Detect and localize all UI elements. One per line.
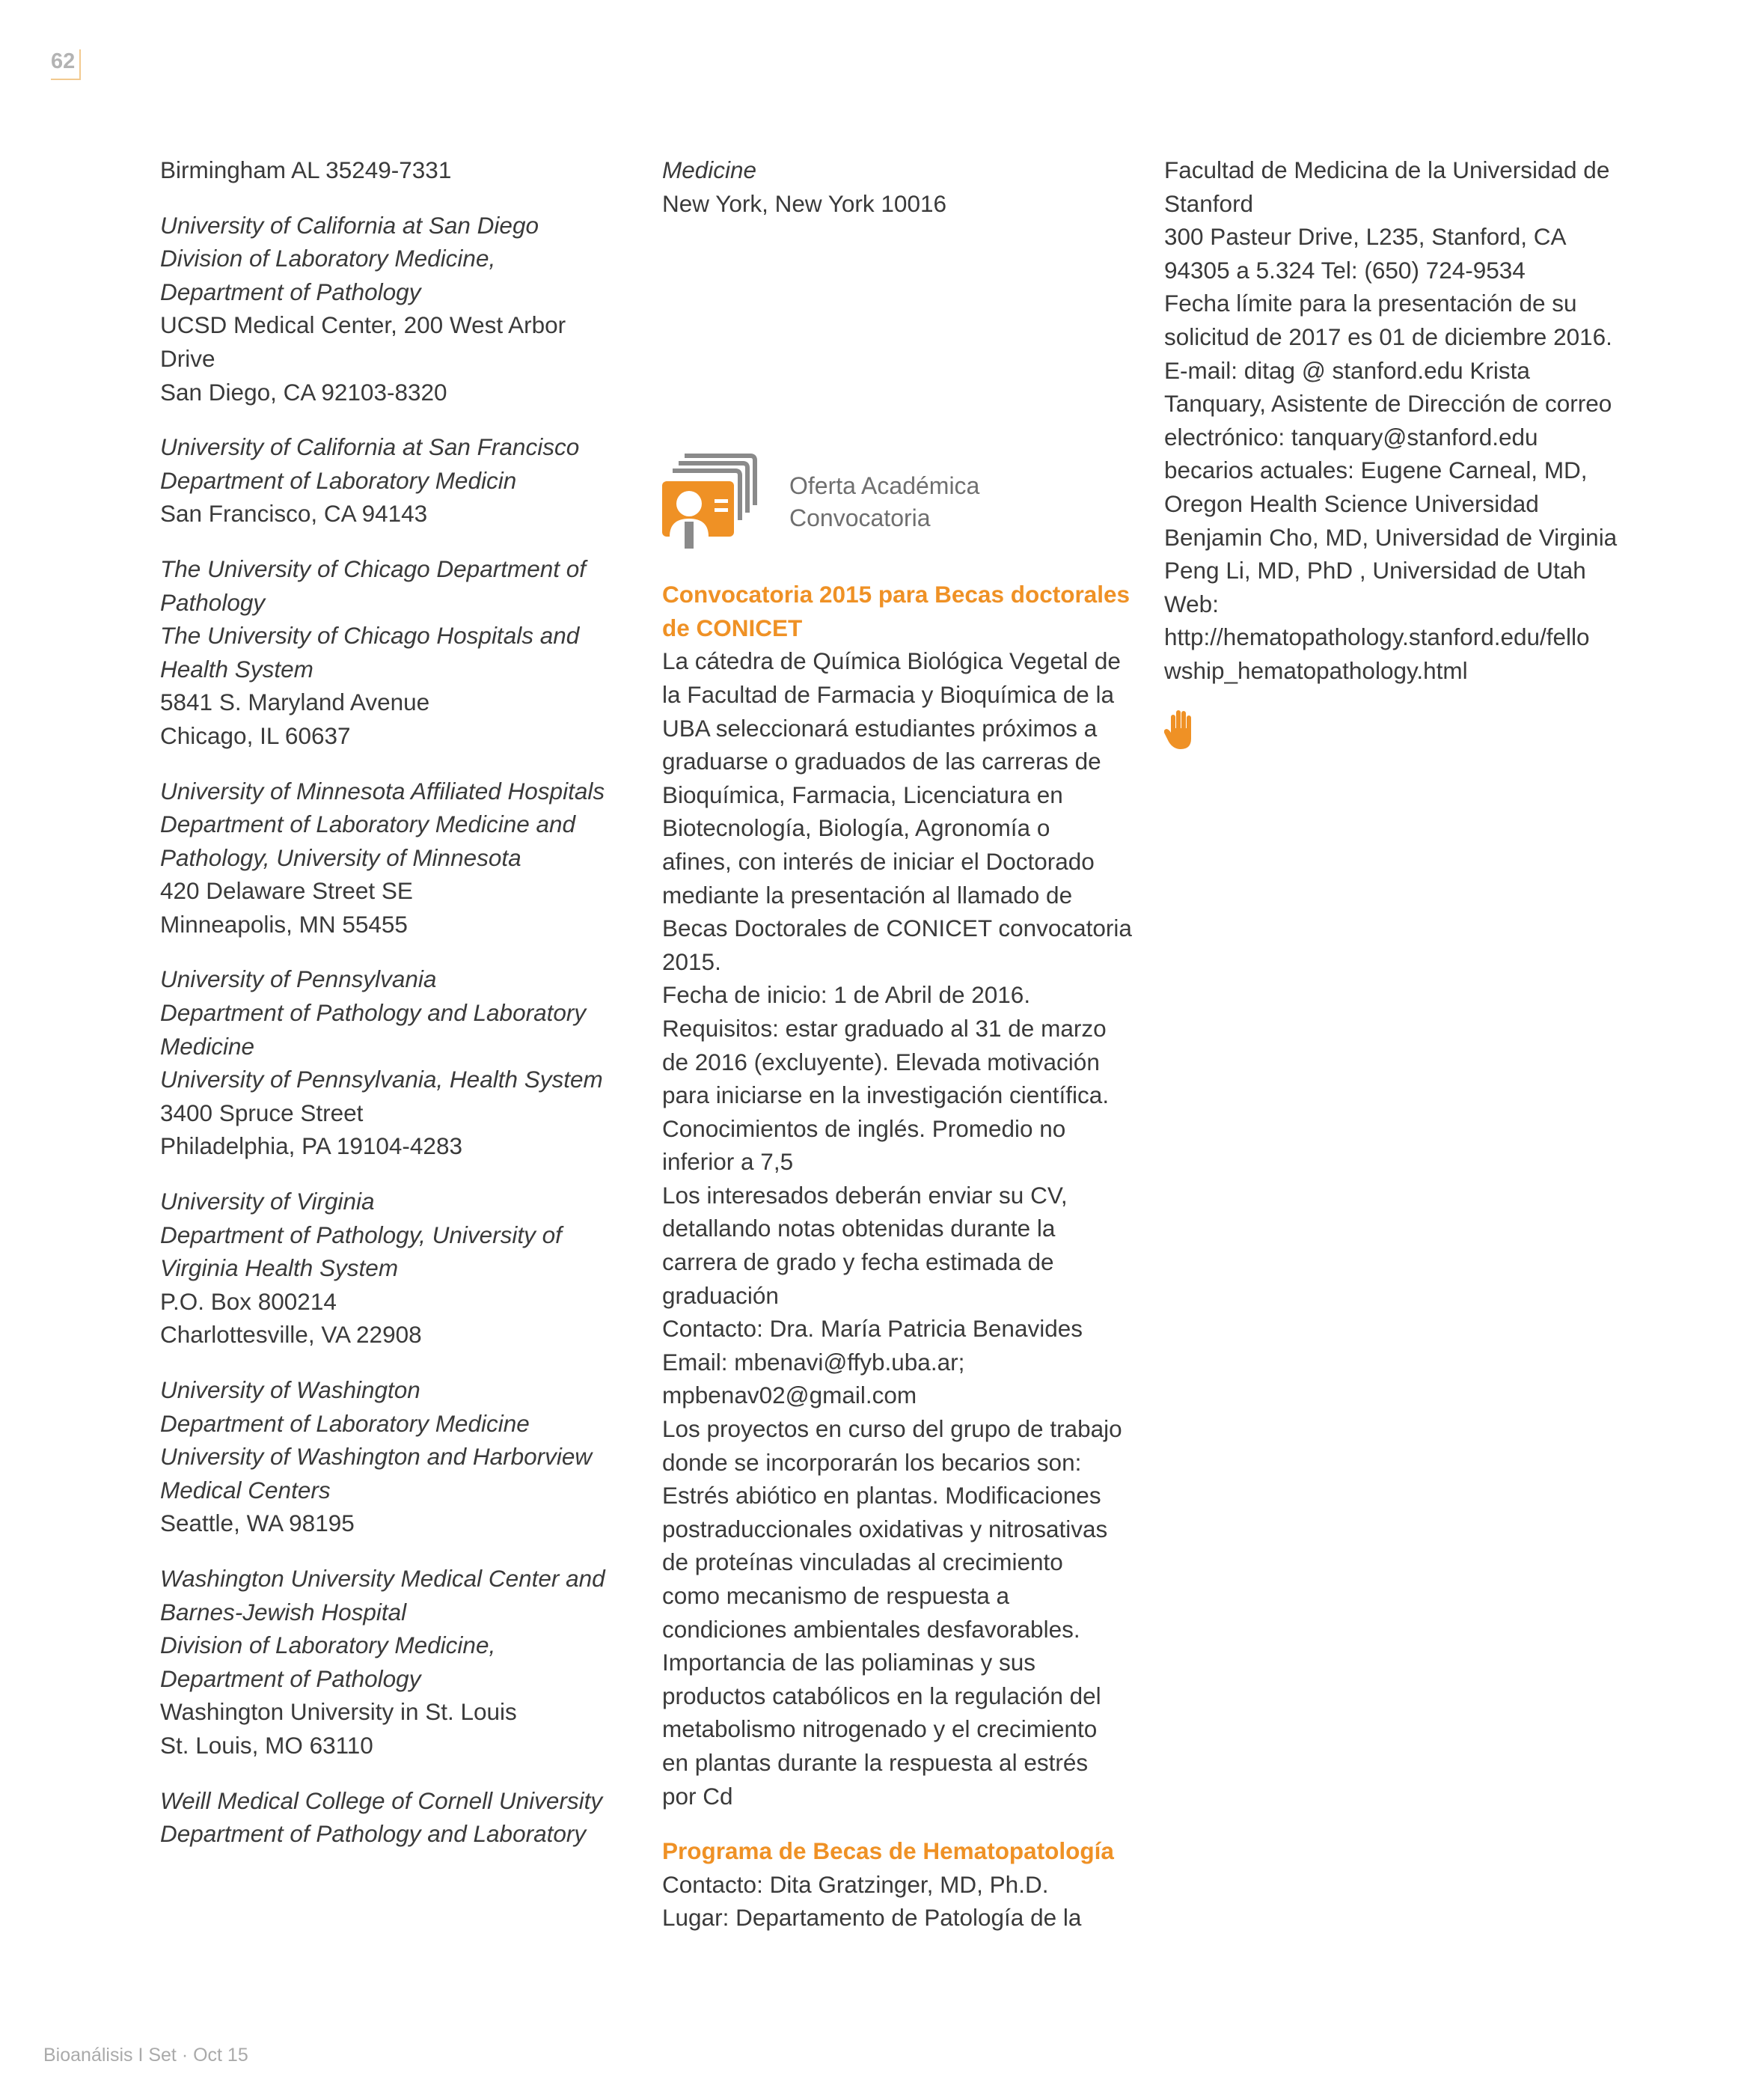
text-line: Stanford: [1164, 189, 1254, 217]
text-line: University of Washington: [160, 1376, 420, 1403]
text-line: Washington University in St. Louis: [160, 1698, 517, 1726]
text-line: afines, con interés de iniciar el Doctorado: [662, 847, 1095, 875]
text-line: University of Pennsylvania, Health System: [160, 1066, 603, 1093]
text-line: Email: mbenavi@ffyb.uba.ar;: [662, 1348, 965, 1376]
text-line: wship_hematopathology.html: [1164, 656, 1468, 684]
text-line: 2015.: [662, 947, 721, 975]
text-line: San Diego, CA 92103-8320: [160, 378, 447, 406]
text-line: Contacto: Dita Gratzinger, MD, Ph.D.: [662, 1870, 1049, 1898]
text-line: por Cd: [662, 1782, 733, 1810]
text-line: Estrés abiótico en plantas. Modificaciones: [662, 1482, 1101, 1510]
text-line: E-mail: ditag @ stanford.edu Krista: [1164, 356, 1530, 384]
text-line: Biotecnología, Biología, Agronomía o: [662, 814, 1050, 842]
text-line: Chicago, IL 60637: [160, 721, 351, 749]
text-line: The University of Chicago Hospitals and: [160, 622, 580, 650]
text-line: Pathology: [160, 588, 266, 616]
text-line: como mecanismo de respuesta a: [662, 1582, 1009, 1609]
text-line: Facultad de Medicina de la Universidad de: [1164, 156, 1610, 183]
text-line: carrera de grado y fecha estimada de: [662, 1248, 1054, 1276]
text-line: University of California at San Diego: [160, 211, 539, 239]
text-line: Medicine: [662, 156, 757, 183]
text-line: Department of Pathology: [160, 1664, 421, 1692]
text-line: Contacto: Dra. María Patricia Benavides: [662, 1315, 1083, 1343]
text-line: Requisitos: estar graduado al 31 de marzo: [662, 1014, 1107, 1042]
text-line: Division of Laboratory Medicine,: [160, 245, 496, 272]
text-line: Seattle, WA 98195: [160, 1510, 355, 1537]
text-line: Birmingham AL 35249-7331: [160, 156, 452, 183]
text-line: Medicine: [160, 1032, 255, 1060]
text-line: Medical Centers: [160, 1476, 331, 1504]
text-line: graduarse o graduados de las carreras de: [662, 748, 1101, 775]
text-line: UCSD Medical Center, 200 West Arbor: [160, 311, 566, 339]
text-line: detallando notas obtenidas durante la: [662, 1215, 1056, 1242]
text-line: Department of Laboratory Medicin: [160, 466, 517, 494]
text-line: Weill Medical College of Cornell University: [160, 1786, 603, 1814]
text-line: Lugar: Departamento de Patología de la: [662, 1904, 1082, 1932]
text-line: Minneapolis, MN 55455: [160, 910, 408, 938]
text-line: graduación: [662, 1281, 779, 1309]
text-line: Pathology, University of Minnesota: [160, 843, 521, 871]
column-middle-body: [662, 578, 1132, 1935]
text-line: San Francisco, CA 94143: [160, 500, 428, 528]
text-line: condiciones ambientales desfavorables.: [662, 1615, 1080, 1643]
text-line: donde se incorporarán los becarios son:: [662, 1448, 1082, 1476]
text-line: productos catabólicos en la regulación del: [662, 1682, 1101, 1709]
text-line: Bioquímica, Farmacia, Licenciatura en: [662, 781, 1063, 808]
badge-label-line2: Convocatoria: [789, 504, 931, 532]
text-line: The University of Chicago Department of: [160, 555, 586, 582]
badge-label: [789, 470, 979, 534]
text-line: Benjamin Cho, MD, Universidad de Virginia: [1164, 523, 1618, 551]
text-line: Becas Doctorales de CONICET convocatoria: [662, 915, 1132, 942]
text-line: inferior a 7,5: [662, 1148, 794, 1176]
text-line: 94305 a 5.324 Tel: (650) 724-9534: [1164, 256, 1526, 284]
text-line: University of Minnesota Affiliated Hospitals: [160, 777, 605, 805]
text-line: University of Pennsylvania: [160, 965, 437, 993]
section-heading: Programa de Becas de Hematopatología: [662, 1837, 1114, 1865]
text-line: Tanquary, Asistente de Dirección de correo: [1164, 390, 1612, 418]
text-line: 5841 S. Maryland Avenue: [160, 689, 430, 716]
text-line: mpbenav02@gmail.com: [662, 1382, 917, 1409]
column-right-body: [1164, 153, 1703, 688]
text-line: Los proyectos en curso del grupo de trabajo: [662, 1415, 1122, 1443]
text-line: Division of Laboratory Medicine,: [160, 1632, 496, 1659]
text-line: Charlottesville, VA 22908: [160, 1321, 422, 1349]
text-line: Washington University Medical Center and: [160, 1564, 605, 1592]
section-heading: de CONICET: [662, 614, 803, 641]
text-line: http://hematopathology.stanford.edu/fello: [1164, 623, 1590, 651]
section-badge: [662, 453, 1119, 567]
text-line: P.O. Box 800214: [160, 1287, 337, 1315]
text-line: Fecha límite para la presentación de su: [1164, 290, 1577, 317]
page-number: 62: [51, 49, 81, 80]
text-line: UBA seleccionará estudiantes próximos a: [662, 714, 1098, 742]
section-heading: Convocatoria 2015 para Becas doctorales: [662, 581, 1131, 608]
text-line: Health System: [160, 655, 313, 683]
text-line: Importancia de las poliaminas y sus: [662, 1649, 1035, 1676]
raised-hand-icon: [1164, 709, 1197, 751]
text-line: University of California at San Francisco: [160, 433, 580, 461]
column-middle: [662, 153, 1132, 1935]
page-footer: Bioanálisis I Set · Oct 15: [43, 2045, 248, 2066]
column-right: [1164, 153, 1703, 751]
text-line: Department of Pathology: [160, 278, 421, 305]
text-line: de 2016 (excluyente). Elevada motivación: [662, 1048, 1100, 1075]
column-middle-top: [662, 153, 1119, 220]
text-line: New York, New York 10016: [662, 189, 946, 217]
text-line: Department of Pathology, University of: [160, 1221, 562, 1248]
text-line: Department of Pathology and Laboratory: [160, 999, 587, 1027]
text-line: 300 Pasteur Drive, L235, Stanford, CA: [1164, 223, 1567, 251]
text-line: Barnes-Jewish Hospital: [160, 1598, 407, 1626]
text-line: Peng Li, MD, PhD , Universidad de Utah: [1164, 557, 1586, 584]
id-card-stack-icon: [662, 453, 759, 549]
text-line: Philadelphia, PA 19104-4283: [160, 1132, 462, 1160]
text-line: Department of Pathology and Laboratory: [160, 1820, 587, 1848]
text-line: University of Washington and Harborview: [160, 1443, 593, 1471]
text-line: 420 Delaware Street SE: [160, 877, 413, 905]
text-line: de proteínas vinculadas al crecimiento: [662, 1548, 1063, 1576]
text-line: la Facultad de Farmacia y Bioquímica de la: [662, 680, 1115, 708]
text-line: postraduccionales oxidativas y nitrosativas: [662, 1515, 1108, 1542]
text-line: becarios actuales: Eugene Carneal, MD,: [1164, 457, 1588, 484]
text-line: 3400 Spruce Street: [160, 1099, 364, 1126]
column-left: [160, 153, 609, 1851]
text-line: electrónico: tanquary@stanford.edu: [1164, 423, 1538, 451]
text-line: Department of Laboratory Medicine: [160, 1409, 530, 1437]
text-line: Conocimientos de inglés. Promedio no: [662, 1114, 1066, 1142]
text-line: St. Louis, MO 63110: [160, 1731, 373, 1759]
text-line: Virginia Health System: [160, 1254, 399, 1282]
badge-label-line1: Oferta Académica: [789, 472, 980, 500]
text-line: mediante la presentación al llamado de: [662, 881, 1073, 909]
text-line: Department of Laboratory Medicine and: [160, 811, 576, 838]
text-line: metabolismo nitrogenado y el crecimiento: [662, 1715, 1098, 1743]
text-line: Los interesados deberán enviar su CV,: [662, 1181, 1068, 1209]
text-line: Drive: [160, 344, 215, 372]
text-line: Fecha de inicio: 1 de Abril de 2016.: [662, 981, 1031, 1009]
text-line: University of Virginia: [160, 1188, 375, 1215]
text-line: Web:: [1164, 590, 1219, 617]
text-line: La cátedra de Química Biológica Vegetal de: [662, 647, 1121, 675]
text-line: en plantas durante la respuesta al estrés: [662, 1748, 1089, 1776]
text-line: solicitud de 2017 es 01 de diciembre 2016.: [1164, 323, 1612, 350]
text-line: Oregon Health Science Universidad: [1164, 489, 1539, 517]
text-line: para iniciarse en la investigación científica.: [662, 1081, 1110, 1109]
